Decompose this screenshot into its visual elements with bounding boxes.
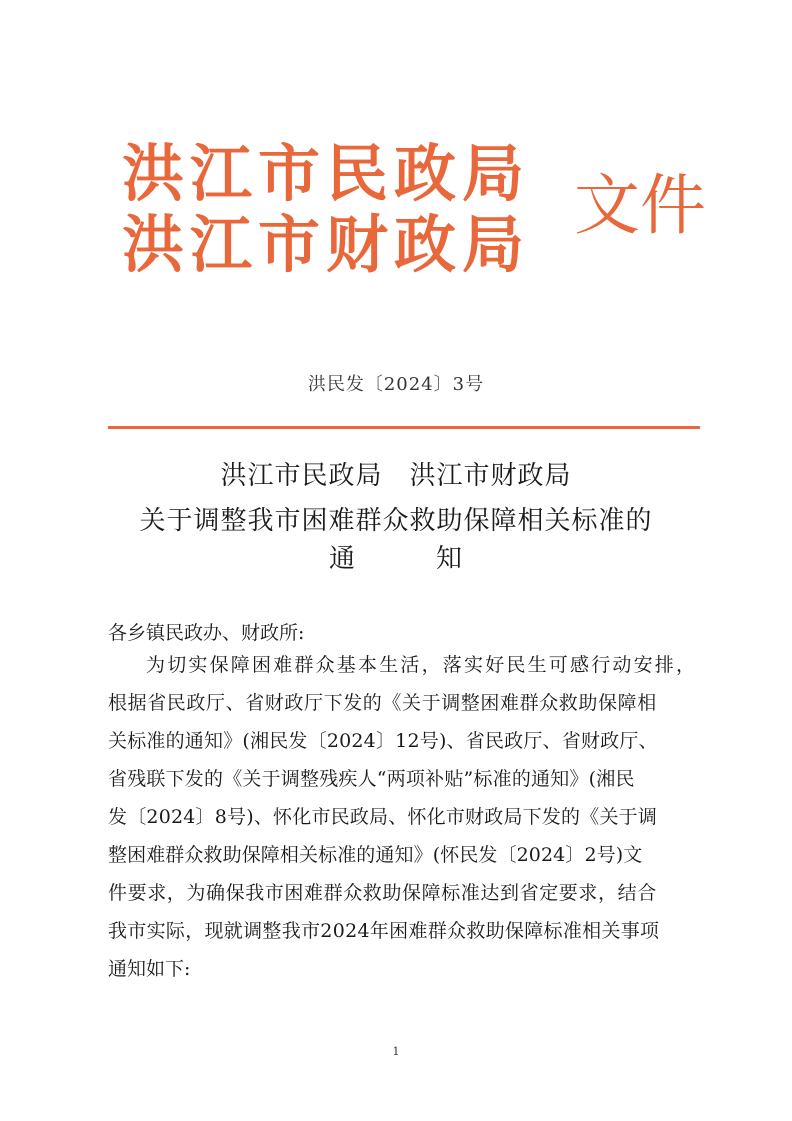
body-line: 我市实际，现就调整我市2024年困难群众救助保障标准相关事项 — [108, 920, 660, 942]
document-suffix: 文件 — [574, 167, 706, 244]
issuing-org-2: 洪江市财政局 — [122, 208, 531, 281]
body-line: 关标准的通知》(湘民发〔2024〕12号)、省民政厅、省财政厅、 — [108, 730, 658, 752]
red-divider — [108, 426, 700, 429]
body-line: 通知如下: — [108, 958, 191, 980]
title-line-2: 关于调整我市困难群众救助保障相关标准的 — [139, 506, 653, 536]
body-line: 为切实保障困难群众基本生活，落实好民生可感行动安排， — [146, 654, 698, 676]
salutation: 各乡镇民政办、财政所: — [108, 622, 305, 644]
title-char-zhi: 知 — [436, 544, 464, 574]
body-line: 整困难群众救助保障相关标准的通知》(怀民发〔2024〕2号)文 — [108, 844, 643, 866]
title-char-tong: 通 — [328, 544, 356, 574]
document-number: 洪民发〔2024〕3号 — [307, 374, 485, 395]
body-line: 根据省民政厅、省财政厅下发的《关于调整困难群众救助保障相 — [108, 692, 657, 714]
body-line: 发〔2024〕8号)、怀化市民政局、怀化市财政局下发的《关于调 — [108, 806, 658, 828]
body-line: 省残联下发的《关于调整残疾人“两项补贴”标准的通知》(湘民 — [108, 768, 635, 790]
title-line-1: 洪江市民政局 洪江市财政局 — [220, 461, 572, 491]
issuing-org-1: 洪江市民政局 — [122, 137, 531, 210]
body-line: 件要求，为确保我市困难群众救助保障标准达到省定要求，结合 — [108, 882, 657, 904]
page-number: 1 — [392, 1045, 400, 1058]
title-line-3 — [0, 538, 792, 575]
